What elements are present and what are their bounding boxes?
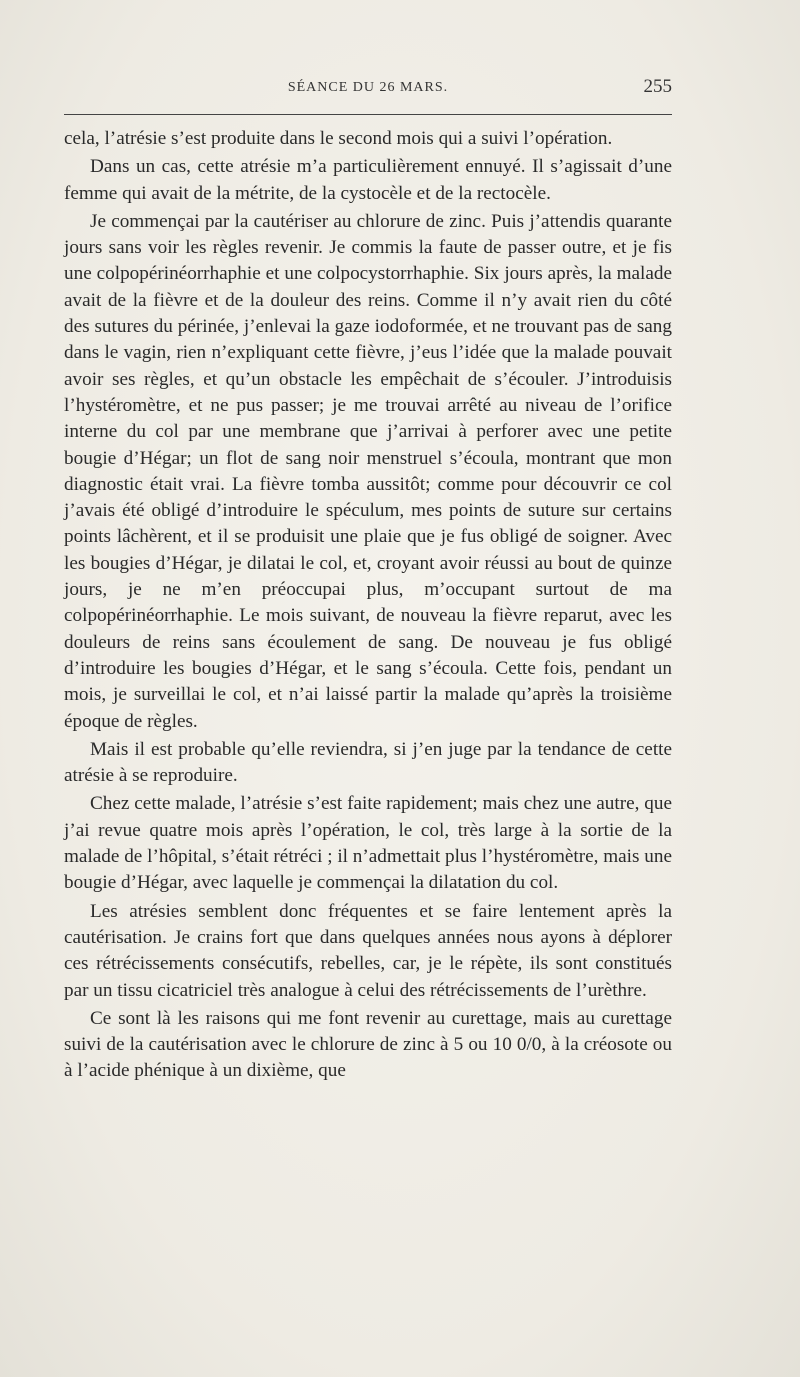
paragraph-7: Ce sont là les raisons qui me font revenir au curettage, mais au curettage suivi de la cautérisation avec le chlorure de zinc à 5 ou 10 0/0, à la créosote ou à l’acide phénique à un dixième, que [64, 1007, 672, 1082]
paragraph-4: Mais il est probable qu’elle reviendra, si j’en juge par la tendance de cette atrésie à se reproduire. [64, 738, 672, 787]
paragraph-3: Je commençai par la cautériser au chlorure de zinc. Puis j’attendis quarante jours sans voir les règles revenir. Je commis la faute de passer outre, et je fis une colpopérinéorrhaphie et une colpocystorrhaphie. Six jours après, la malade avait de la fièvre et de la douleur des reins. Comme il n’y avait rien du côté des sutures du périnée, j’enlevai la gaze iodoformée, et ne trouvant pas de sang dans le vagin, rien n’expliquant cette fièvre, j’eus l’idée que la malade pouvait avoir ses règles, et qu’un obstacle les empêchait de s’écouler. J’introduisis l’hystéromètre, et ne pus passer; je me trouvai arrêté au niveau de l’orifice interne du col par une membrane que j’arrivai à perforer avec une petite bougie d’Hégar; un flot de sang noir menstruel s’écoula, montrant que mon diagnostic était vrai. La fièvre tomba aussitôt; comme pour découvrir ce col j’avais été obligé d’introduire le spéculum, mes points de suture sur certains points lâchèrent, et il se produisit une plaie que je fus obligé de soigner. Avec les bougies d’Hégar, je dilatai le col, et, croyant avoir réussi au bout de quinze jours, je ne m’en préoccupai plus, m’occupant surtout de ma colpopérinéorrhaphie. Le mois suivant, de nouveau la fièvre reparut, avec les douleurs de reins sans écoulement de sang. De nouveau je fus obligé d’introduire les bougies d’Hégar, et le sang s’écoula. Cette fois, pendant un mois, je surveillai le col, et n’ai laissé partir la malade qu’après la troisième époque de règles. [64, 210, 672, 732]
page-number: 255 [643, 76, 672, 97]
paragraph-5: Chez cette malade, l’atrésie s’est faite rapidement; mais chez une autre, que j’ai revue quatre mois après l’opération, le col, très large à la sortie de la malade de l’hôpital, s’était rétréci ; il n’admettait plus l’hystéromètre, mais une bougie d’Hégar, avec laquelle je commençai la dilatation du col. [64, 793, 672, 894]
running-head: SÉANCE DU 26 MARS. [287, 80, 449, 95]
body-text [64, 126, 672, 1085]
paragraph-6: Les atrésies semblent donc fréquentes et se faire lentement après la cautérisation. Je crains fort que dans quelques années nous ayons à déplorer ces rétrécissements consécutifs, rebelles, car, je le répète, ils sont constitués par un tissu cicatriciel très analogue à celui des rétrécissements de l’urèthre. [64, 900, 672, 1001]
paragraph-1: cela, l’atrésie s’est produite dans le second mois qui a suivi l’opération. [64, 128, 613, 149]
header-rule [64, 114, 672, 115]
page-header [64, 76, 672, 106]
paragraph-2: Dans un cas, cette atrésie m’a particulièrement ennuyé. Il s’agissait d’une femme qui avait de la métrite, de la cystocèle et de la rectocèle. [64, 156, 672, 204]
